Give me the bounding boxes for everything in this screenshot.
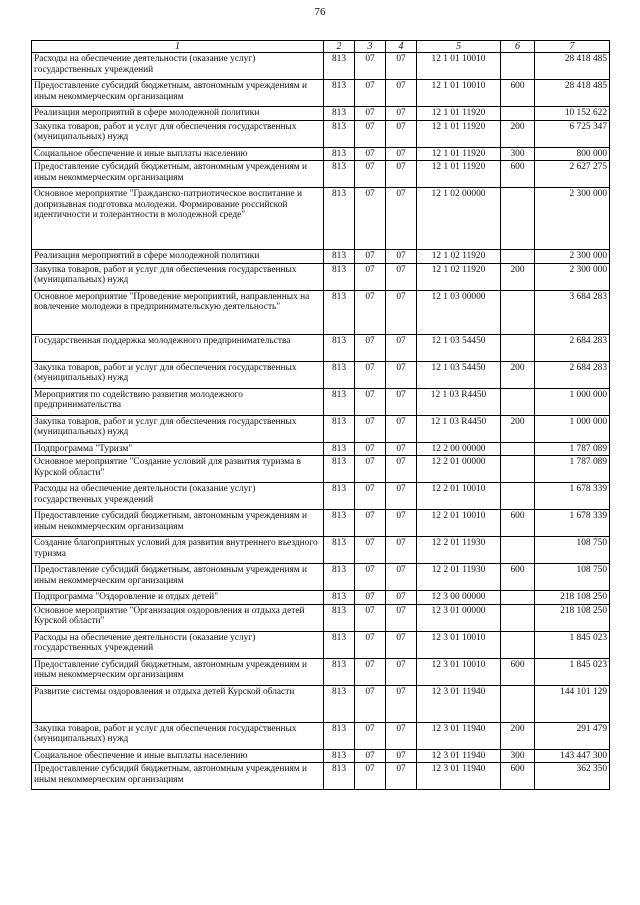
row-amount: 2 300 000 [535,250,610,264]
row-name: Реализация мероприятий в сфере молодежной политики [32,250,324,264]
row-name: Закупка товаров, работ и услуг для обеспечения государственных (муниципальных) нужд [32,361,324,388]
row-section: 07 [355,120,386,147]
row-expense-type [501,685,535,722]
table-row [32,107,610,121]
row-section: 07 [355,442,386,456]
row-target: 12 3 01 10010 [417,631,501,658]
row-target: 12 2 01 11930 [417,564,501,591]
row-name: Мероприятия по содействию развития молодежного предпринимательства [32,388,324,415]
row-amount: 1 678 339 [535,510,610,537]
row-amount: 143 447 300 [535,749,610,763]
row-target: 12 3 01 11940 [417,722,501,749]
row-section: 07 [355,107,386,121]
row-subsection: 07 [386,722,417,749]
table-row [32,120,610,147]
row-code: 813 [324,510,355,537]
row-section: 07 [355,685,386,722]
column-header: 6 [501,41,535,53]
row-amount: 108 750 [535,564,610,591]
row-name: Основное мероприятие "Создание условий для развития туризма в Курской области" [32,456,324,483]
row-target: 12 3 01 00000 [417,604,501,631]
row-amount: 1 000 000 [535,388,610,415]
row-target: 12 2 00 00000 [417,442,501,456]
table-row [32,263,610,290]
row-target: 12 1 01 11920 [417,107,501,121]
row-target: 12 2 01 10010 [417,483,501,510]
row-subsection: 07 [386,604,417,631]
row-amount: 218 108 250 [535,591,610,605]
row-name: Расходы на обеспечение деятельности (оказание услуг) государственных учреждений [32,53,324,80]
row-name: Создание благоприятных условий для развития внутреннего въездного туризма [32,537,324,564]
row-amount: 291 479 [535,722,610,749]
row-target: 12 1 03 54450 [417,361,501,388]
row-section: 07 [355,80,386,107]
table-row [32,763,610,790]
row-amount: 6 725 347 [535,120,610,147]
row-code: 813 [324,763,355,790]
row-expense-type [501,631,535,658]
row-subsection: 07 [386,415,417,442]
column-header: 4 [386,41,417,53]
row-expense-type [501,604,535,631]
row-expense-type: 300 [501,749,535,763]
row-expense-type [501,483,535,510]
row-expense-type [501,591,535,605]
row-name: Развитие системы оздоровления и отдыха детей Курской области [32,685,324,722]
row-subsection: 07 [386,456,417,483]
row-amount: 3 684 283 [535,290,610,334]
row-amount: 10 152 622 [535,107,610,121]
row-target: 12 1 01 11920 [417,120,501,147]
row-section: 07 [355,722,386,749]
row-target: 12 2 01 10010 [417,510,501,537]
row-amount: 2 684 283 [535,334,610,361]
row-code: 813 [324,107,355,121]
column-header: 2 [324,41,355,53]
row-name: Расходы на обеспечение деятельности (оказание услуг) государственных учреждений [32,631,324,658]
row-name: Государственная поддержка молодежного предпринимательства [32,334,324,361]
row-amount: 2 300 000 [535,188,610,250]
table-row [32,161,610,188]
table-row [32,415,610,442]
row-subsection: 07 [386,442,417,456]
column-header: 3 [355,41,386,53]
row-code: 813 [324,161,355,188]
table-row [32,290,610,334]
row-expense-type: 200 [501,415,535,442]
table-row [32,564,610,591]
row-name: Предоставление субсидий бюджетным, автономным учреждениям и иным некоммерческим организациям [32,161,324,188]
row-target: 12 3 01 11940 [417,685,501,722]
row-subsection: 07 [386,120,417,147]
row-name: Основное мероприятие "Организация оздоровления и отдыха детей Курской области" [32,604,324,631]
column-header: 7 [535,41,610,53]
row-name: Основное мероприятие "Проведение мероприятий, направленных на вовлечение молодежи в предпринимательскую деятельность" [32,290,324,334]
row-code: 813 [324,483,355,510]
row-subsection: 07 [386,388,417,415]
row-code: 813 [324,388,355,415]
row-section: 07 [355,658,386,685]
row-section: 07 [355,290,386,334]
row-section: 07 [355,361,386,388]
table-row [32,483,610,510]
row-code: 813 [324,604,355,631]
table-row [32,361,610,388]
table-row [32,604,610,631]
row-amount: 2 627 275 [535,161,610,188]
row-section: 07 [355,510,386,537]
row-code: 813 [324,658,355,685]
row-amount: 2 300 000 [535,263,610,290]
row-code: 813 [324,147,355,161]
row-code: 813 [324,631,355,658]
row-name: Реализация мероприятий в сфере молодежной политики [32,107,324,121]
row-subsection: 07 [386,263,417,290]
row-subsection: 07 [386,147,417,161]
row-expense-type: 600 [501,658,535,685]
row-amount: 2 684 283 [535,361,610,388]
row-name: Предоставление субсидий бюджетным, автономным учреждениям и иным некоммерческим организациям [32,763,324,790]
table-row [32,147,610,161]
table-row [32,334,610,361]
table-row [32,80,610,107]
row-code: 813 [324,80,355,107]
row-expense-type [501,456,535,483]
row-subsection: 07 [386,107,417,121]
row-amount: 1 845 023 [535,658,610,685]
row-name: Социальное обеспечение и иные выплаты населению [32,147,324,161]
row-section: 07 [355,388,386,415]
table-row [32,685,610,722]
row-target: 12 3 01 11940 [417,763,501,790]
column-header: 5 [417,41,501,53]
table-row [32,591,610,605]
row-expense-type [501,188,535,250]
row-name: Предоставление субсидий бюджетным, автономным учреждениям и иным некоммерческим организациям [32,658,324,685]
row-subsection: 07 [386,80,417,107]
row-target: 12 3 01 10010 [417,658,501,685]
row-name: Основное мероприятие "Гражданско-патриотическое воспитание и допризывная подготовка молодежи. Формирование российской идентичности и толерантности в молодежной среде" [32,188,324,250]
row-section: 07 [355,591,386,605]
row-target: 12 1 01 10010 [417,53,501,80]
row-section: 07 [355,537,386,564]
table-row [32,388,610,415]
row-section: 07 [355,415,386,442]
row-name: Предоставление субсидий бюджетным, автономным учреждениям и иным некоммерческим организациям [32,564,324,591]
row-code: 813 [324,53,355,80]
row-target: 12 2 01 00000 [417,456,501,483]
row-subsection: 07 [386,53,417,80]
row-expense-type: 200 [501,120,535,147]
row-subsection: 07 [386,685,417,722]
row-section: 07 [355,250,386,264]
row-subsection: 07 [386,658,417,685]
row-name: Социальное обеспечение и иные выплаты населению [32,749,324,763]
row-expense-type: 600 [501,564,535,591]
row-target: 12 1 03 54450 [417,334,501,361]
row-code: 813 [324,250,355,264]
row-section: 07 [355,188,386,250]
row-expense-type [501,442,535,456]
row-subsection: 07 [386,763,417,790]
table-header-row [32,41,610,53]
row-code: 813 [324,685,355,722]
row-subsection: 07 [386,250,417,264]
row-expense-type [501,290,535,334]
row-expense-type: 600 [501,763,535,790]
row-subsection: 07 [386,591,417,605]
row-subsection: 07 [386,361,417,388]
row-expense-type [501,537,535,564]
table-row [32,456,610,483]
row-target: 12 2 01 11930 [417,537,501,564]
row-expense-type [501,250,535,264]
row-amount: 28 418 485 [535,53,610,80]
row-section: 07 [355,763,386,790]
row-expense-type: 200 [501,361,535,388]
row-target: 12 1 01 10010 [417,80,501,107]
row-code: 813 [324,722,355,749]
table-row [32,510,610,537]
row-target: 12 1 01 11920 [417,161,501,188]
table-row [32,631,610,658]
row-expense-type: 600 [501,161,535,188]
row-amount: 1 000 000 [535,415,610,442]
row-subsection: 07 [386,290,417,334]
row-subsection: 07 [386,161,417,188]
table-body [32,53,610,790]
row-name: Закупка товаров, работ и услуг для обеспечения государственных (муниципальных) нужд [32,120,324,147]
row-amount: 144 101 129 [535,685,610,722]
row-subsection: 07 [386,564,417,591]
row-amount: 108 750 [535,537,610,564]
row-code: 813 [324,263,355,290]
row-name: Закупка товаров, работ и услуг для обеспечения государственных (муниципальных) нужд [32,263,324,290]
row-target: 12 3 01 11940 [417,749,501,763]
row-code: 813 [324,442,355,456]
row-section: 07 [355,334,386,361]
table-row [32,749,610,763]
row-code: 813 [324,415,355,442]
row-section: 07 [355,147,386,161]
row-target: 12 1 01 11920 [417,147,501,161]
row-expense-type [501,107,535,121]
page-number: 76 [314,6,326,18]
row-amount: 28 418 485 [535,80,610,107]
row-expense-type: 600 [501,80,535,107]
row-name: Закупка товаров, работ и услуг для обеспечения государственных (муниципальных) нужд [32,415,324,442]
table-row [32,188,610,250]
row-target: 12 1 03 R4450 [417,415,501,442]
row-section: 07 [355,456,386,483]
row-amount: 1 787 089 [535,442,610,456]
row-name: Предоставление субсидий бюджетным, автономным учреждениям и иным некоммерческим организациям [32,510,324,537]
row-section: 07 [355,161,386,188]
row-code: 813 [324,749,355,763]
row-code: 813 [324,361,355,388]
budget-table [31,40,610,790]
row-target: 12 3 00 00000 [417,591,501,605]
row-name: Подпрограмма "Туризм" [32,442,324,456]
table-row [32,250,610,264]
row-subsection: 07 [386,510,417,537]
row-target: 12 1 03 00000 [417,290,501,334]
row-section: 07 [355,604,386,631]
row-code: 813 [324,188,355,250]
row-code: 813 [324,290,355,334]
row-expense-type: 600 [501,510,535,537]
row-amount: 1 787 089 [535,456,610,483]
row-expense-type: 200 [501,263,535,290]
row-amount: 1 678 339 [535,483,610,510]
column-header: 1 [32,41,324,53]
row-expense-type [501,334,535,361]
row-expense-type: 300 [501,147,535,161]
row-section: 07 [355,631,386,658]
row-subsection: 07 [386,188,417,250]
table-row [32,722,610,749]
row-name: Подпрограмма "Оздоровление и отдых детей" [32,591,324,605]
row-target: 12 1 02 11920 [417,263,501,290]
row-amount: 800 000 [535,147,610,161]
row-amount: 1 845 023 [535,631,610,658]
row-amount: 362 350 [535,763,610,790]
row-section: 07 [355,564,386,591]
row-target: 12 1 03 R4450 [417,388,501,415]
row-subsection: 07 [386,334,417,361]
row-section: 07 [355,263,386,290]
table-row [32,658,610,685]
row-code: 813 [324,564,355,591]
row-section: 07 [355,483,386,510]
row-target: 12 1 02 00000 [417,188,501,250]
row-code: 813 [324,537,355,564]
row-code: 813 [324,591,355,605]
row-code: 813 [324,120,355,147]
row-expense-type [501,388,535,415]
row-name: Предоставление субсидий бюджетным, автономным учреждениям и иным некоммерческим организациям [32,80,324,107]
row-subsection: 07 [386,537,417,564]
table-row [32,442,610,456]
table-row [32,53,610,80]
row-expense-type: 200 [501,722,535,749]
row-amount: 218 108 250 [535,604,610,631]
table-row [32,537,610,564]
row-name: Расходы на обеспечение деятельности (оказание услуг) государственных учреждений [32,483,324,510]
row-section: 07 [355,53,386,80]
row-code: 813 [324,456,355,483]
row-expense-type [501,53,535,80]
row-code: 813 [324,334,355,361]
row-subsection: 07 [386,483,417,510]
row-target: 12 1 02 11920 [417,250,501,264]
row-section: 07 [355,749,386,763]
row-name: Закупка товаров, работ и услуг для обеспечения государственных (муниципальных) нужд [32,722,324,749]
row-subsection: 07 [386,631,417,658]
row-subsection: 07 [386,749,417,763]
